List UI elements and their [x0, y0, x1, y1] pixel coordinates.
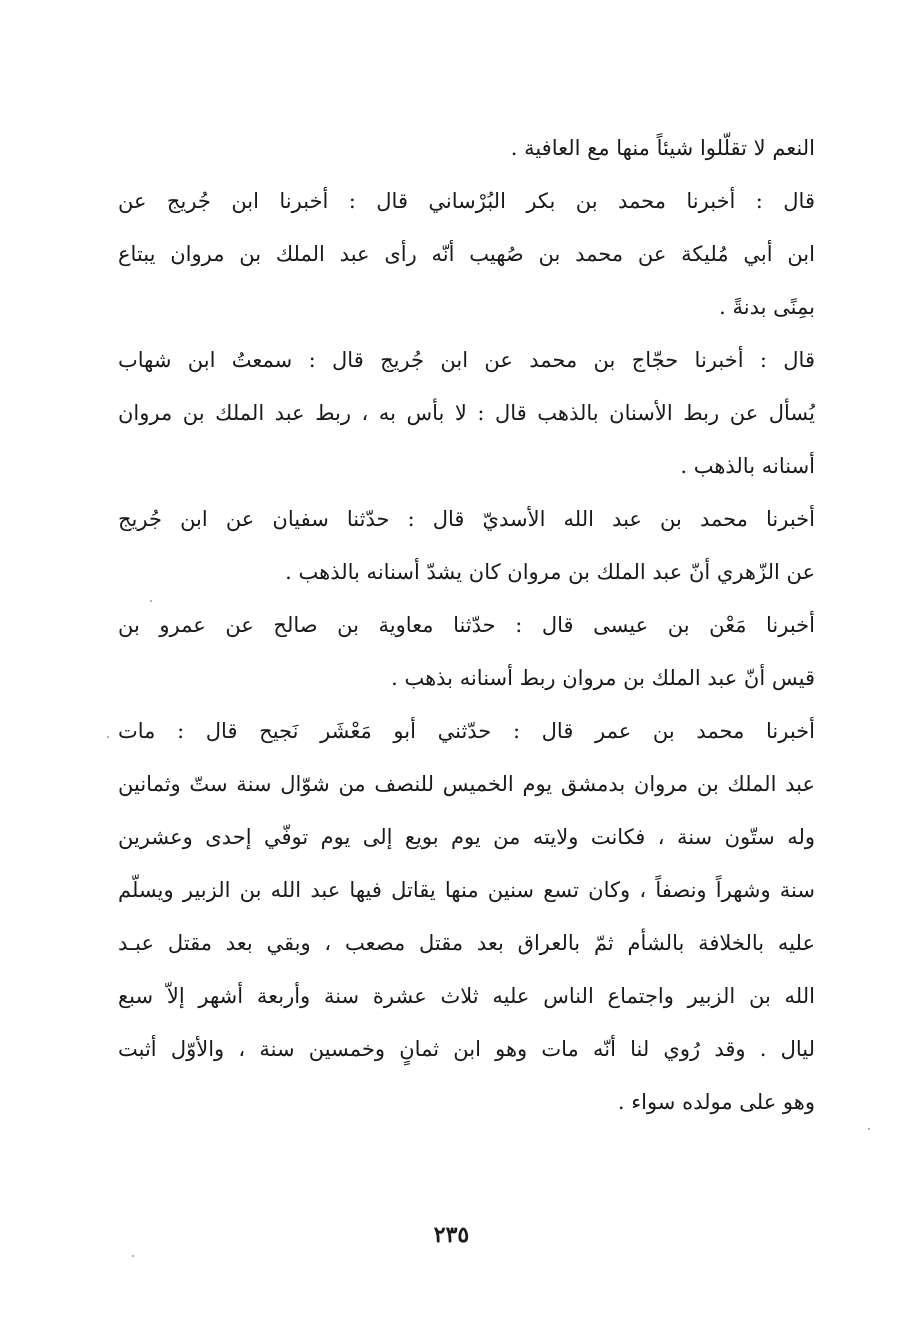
- paragraph: [118, 599, 815, 705]
- text-line: ليال . وقد رُوي لنا أنّه مات وهو ابن ثمانٍ وخمسين سنة ، والأوّل أثبت: [118, 1037, 815, 1061]
- text-line: بمِنًى بدنةً .: [719, 295, 815, 319]
- text-line: قال : أخبرنا حجّاج بن محمد عن ابن جُريج قال : سمعتُ ابن شهاب: [118, 348, 815, 372]
- text-line: الله بن الزبير واجتماع الناس عليه ثلاث عشرة سنة وأربعة أشهر إلاّ سبع: [118, 984, 815, 1008]
- paragraph: [118, 334, 815, 493]
- text-line: سنة وشهراً ونصفاً ، وكان تسع سنين منها يقاتل فيها عبد الله بن الزبير ويسلّم: [118, 878, 815, 902]
- text-line: وهو على مولده سواء .: [617, 1090, 815, 1114]
- paragraph: [118, 122, 815, 175]
- text-line: قيس أنّ عبد الملك بن مروان ربط أسنانه بذهب .: [391, 666, 815, 690]
- text-line: وله ستّون سنة ، فكانت ولايته من يوم بويع إلى يوم توفّي إحدى وعشرين: [118, 825, 815, 849]
- text-line: النعم لا تقلّلوا شيئاً منها مع العافية .: [510, 136, 815, 160]
- paragraph: [118, 705, 815, 1129]
- text-line: ابن أبي مُليكة عن محمد بن صُهيب أنّه رأى عبد الملك بن مروان يبتاع: [118, 242, 815, 266]
- scan-speck: [107, 736, 109, 738]
- text-line: عبد الملك بن مروان بدمشق يوم الخميس للنصف من شوّال سنة ستّ وثمانين: [118, 772, 815, 796]
- scan-speck: [132, 1255, 134, 1257]
- text-line: عن الزّهري أنّ عبد الملك بن مروان كان يشدّ أسنانه بالذهب .: [285, 560, 815, 584]
- text-line: أخبرنا محمد بن عمر قال : حدّثني أبو مَعْشَر نَجيح قال : مات: [118, 719, 815, 743]
- text-line: أسنانه بالذهب .: [680, 454, 815, 478]
- page-number: ٢٣٥: [433, 1222, 470, 1248]
- text-line: أخبرنا مَعْن بن عيسى قال : حدّثنا معاوية بن صالح عن عمرو بن: [118, 613, 815, 637]
- text-line: يُسأل عن ربط الأسنان بالذهب قال : لا بأس به ، ربط عبد الملك بن مروان: [118, 401, 815, 425]
- body-text: [118, 122, 815, 1129]
- paragraph: [118, 175, 815, 334]
- scan-speck: [150, 600, 152, 602]
- text-line: عليه بالخلافة بالشأم ثمّ بالعراق بعد مقتل مصعب ، وبقي بعد مقتل عبـد: [118, 931, 815, 955]
- paragraph: [118, 493, 815, 599]
- text-line: قال : أخبرنا محمد بن بكر البُرْساني قال : أخبرنا ابن جُريج عن: [118, 189, 815, 213]
- text-line: أخبرنا محمد بن عبد الله الأسديّ قال : حدّثنا سفيان عن ابن جُريج: [118, 507, 815, 531]
- scan-speck: [868, 1128, 870, 1130]
